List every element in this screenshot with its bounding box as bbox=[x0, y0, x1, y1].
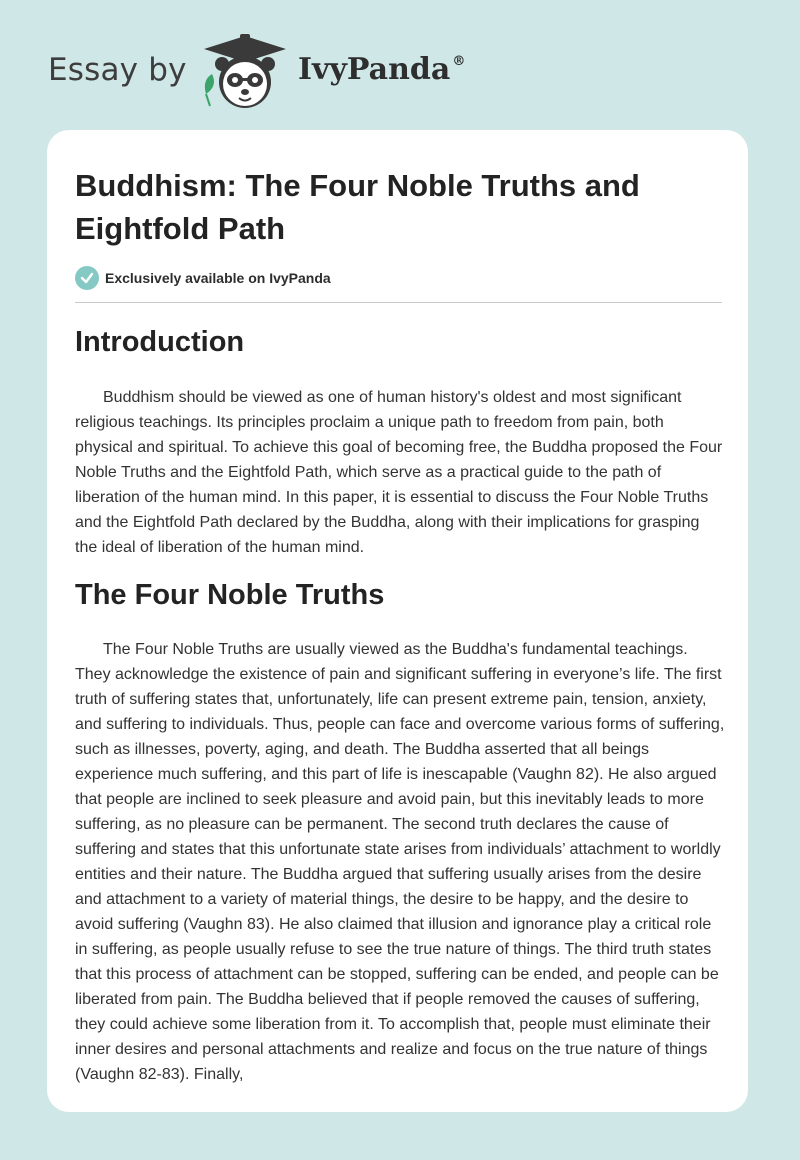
badge-label: Exclusively available on IvyPanda bbox=[105, 270, 331, 286]
divider bbox=[75, 302, 722, 303]
brand-text: IvyPanda bbox=[298, 52, 451, 87]
essay-card bbox=[47, 130, 748, 1112]
section-heading-four-noble-truths: The Four Noble Truths bbox=[75, 579, 385, 611]
registered-mark: ® bbox=[452, 54, 466, 69]
section-text-introduction: Buddhism should be viewed as one of human history's oldest and most significant religious teachings. Its principles proclaim a unique path to freedom from pain, both physical and spiritual. To achieve this goal of becoming free, the Buddha proposed the Four Noble Truths and the Eightfold Path, which serve as a practical guide to the path of liberation of the human mind. In this paper, it is essential to discuss the Four Noble Truths and the Eightfold Path declared by the Buddha, along with their implications for grasping the ideal of liberation of the human mind. bbox=[75, 389, 723, 556]
check-circle-icon bbox=[75, 266, 99, 290]
panda-logo-icon[interactable] bbox=[200, 32, 290, 112]
essay-by-label: Essay by bbox=[48, 52, 187, 88]
page-title: Buddhism: The Four Noble Truths and Eightfold Path bbox=[75, 168, 640, 246]
site-header bbox=[48, 32, 478, 112]
brand-name[interactable] bbox=[298, 52, 465, 87]
exclusive-badge bbox=[75, 265, 331, 291]
section-text-four-noble-truths: The Four Noble Truths are usually viewed as the Buddha's fundamental teachings. They acknowledge the existence of pain and significant suffering in everyone’s life. The first truth of suffering states that, unfortunately, life can present extreme pain, tension, anxiety, and suffering to individuals. Thus, people can face and overcome various forms of suffering, such as illnesses, poverty, aging, and death. The Buddha asserted that all beings experience much suffering, and this part of life is inescapable (Vaughn 82). He also argued that people are inclined to seek pleasure and avoid pain, but this inevitably leads to more suffering, as no pleasure can be permanent. The second truth declares the cause of suffering and states that this unfortunate state arises from individuals’ attachment to worldly entities and their nature. The Buddha argued that suffering usually arises from the desire and attachment to a variety of material things, the desire to be happy, and the desire to avoid suffering (Vaughn 83). He also claimed that illusion and ignorance play a critical role in suffering, as people usually refuse to see the true nature of things. The third truth states that this process of attachment can be stopped, suffering can be ended, and people can be liberated from pain. The Buddha believed that if people removed the causes of suffering, they could achieve some liberation from it. To accomplish that, people must eliminate their inner desires and personal attachments and realize and focus on the true nature of things (Vaughn 82-83). Finally, bbox=[75, 641, 725, 1083]
section-heading-introduction: Introduction bbox=[75, 326, 245, 358]
